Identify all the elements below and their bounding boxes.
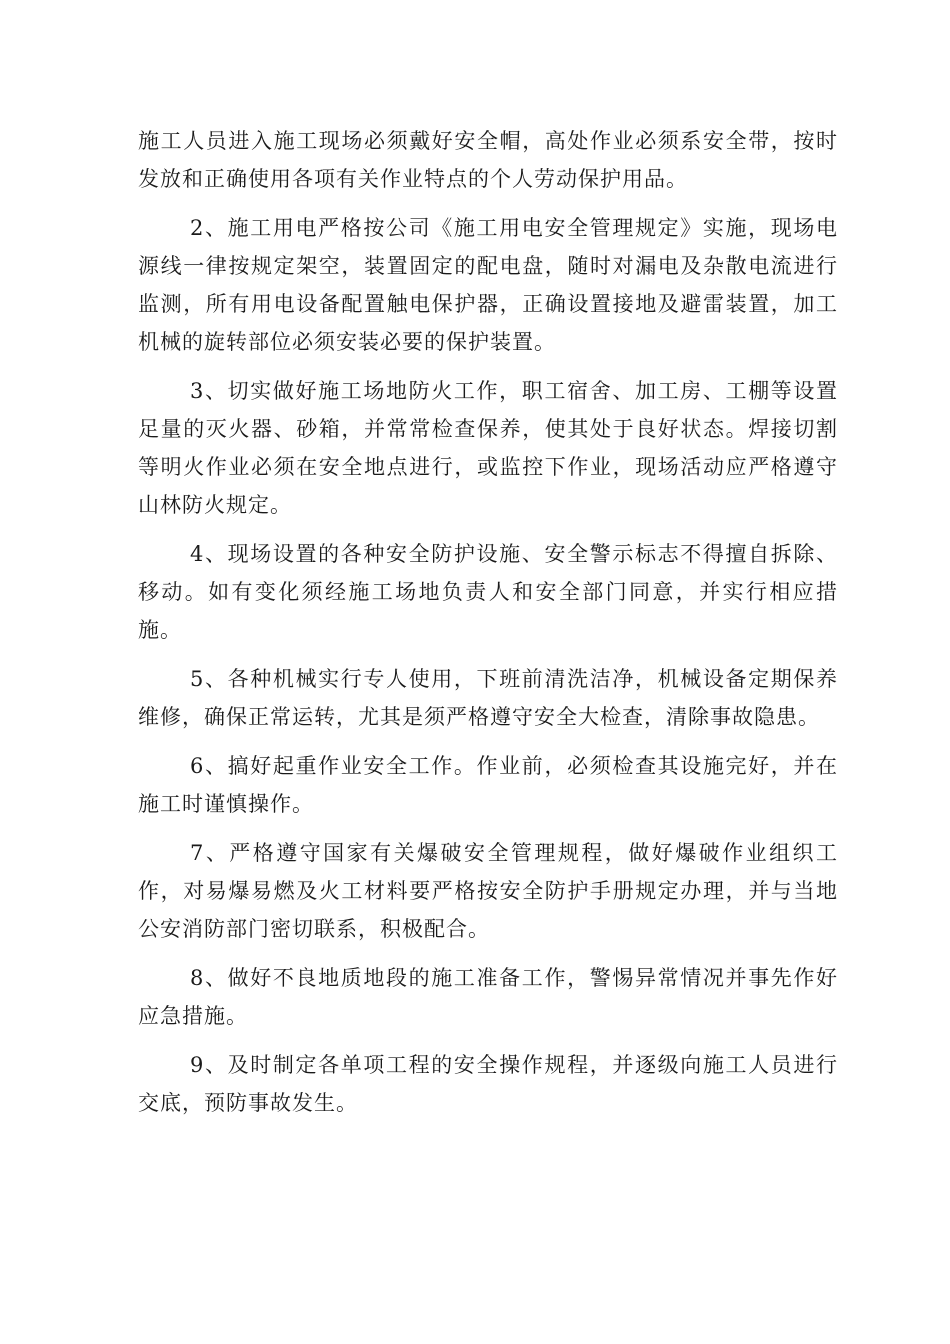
document-body [138,122,838,1133]
paragraph-item-5: 5、各种机械实行专人使用，下班前清洗洁净，机械设备定期保养维修，确保正常运转，尤其是须严格遵守安全大检查，清除事故隐患。 [138,667,838,729]
paragraph-item-7: 7、严格遵守国家有关爆破安全管理规程，做好爆破作业组织工作，对易爆易燃及火工材料要严格按安全防护手册规定办理，并与当地公安消防部门密切联系，积极配合。 [138,841,838,941]
paragraph-item-6: 6、搞好起重作业安全工作。作业前，必须检查其设施完好，并在施工时谨慎操作。 [138,754,838,816]
paragraph-item-2: 2、施工用电严格按公司《施工用电安全管理规定》实施，现场电源线一律按规定架空，装置固定的配电盘，随时对漏电及杂散电流进行监测，所有用电设备配置触电保护器，正确设置接地及避雷装置，加工机械的旋转部位必须安装必要的保护装置。 [138,216,838,354]
paragraph-item-3: 3、切实做好施工场地防火工作，职工宿舍、加工房、工棚等设置足量的灭火器、砂箱，并常常检查保养，使其处于良好状态。焊接切割等明火作业必须在安全地点进行，或监控下作业，现场活动应严格遵守山林防火规定。 [138,379,838,517]
paragraph-continued: 施工人员进入施工现场必须戴好安全帽，高处作业必须系安全带，按时发放和正确使用各项有关作业特点的个人劳动保护用品。 [138,129,838,191]
paragraph-item-8: 8、做好不良地质地段的施工准备工作，警惕异常情况并事先作好应急措施。 [138,966,838,1028]
paragraph-item-9: 9、及时制定各单项工程的安全操作规程，并逐级向施工人员进行交底，预防事故发生。 [138,1053,838,1115]
paragraph-item-4: 4、现场设置的各种安全防护设施、安全警示标志不得擅自拆除、移动。如有变化须经施工场地负责人和安全部门同意，并实行相应措施。 [138,542,838,642]
